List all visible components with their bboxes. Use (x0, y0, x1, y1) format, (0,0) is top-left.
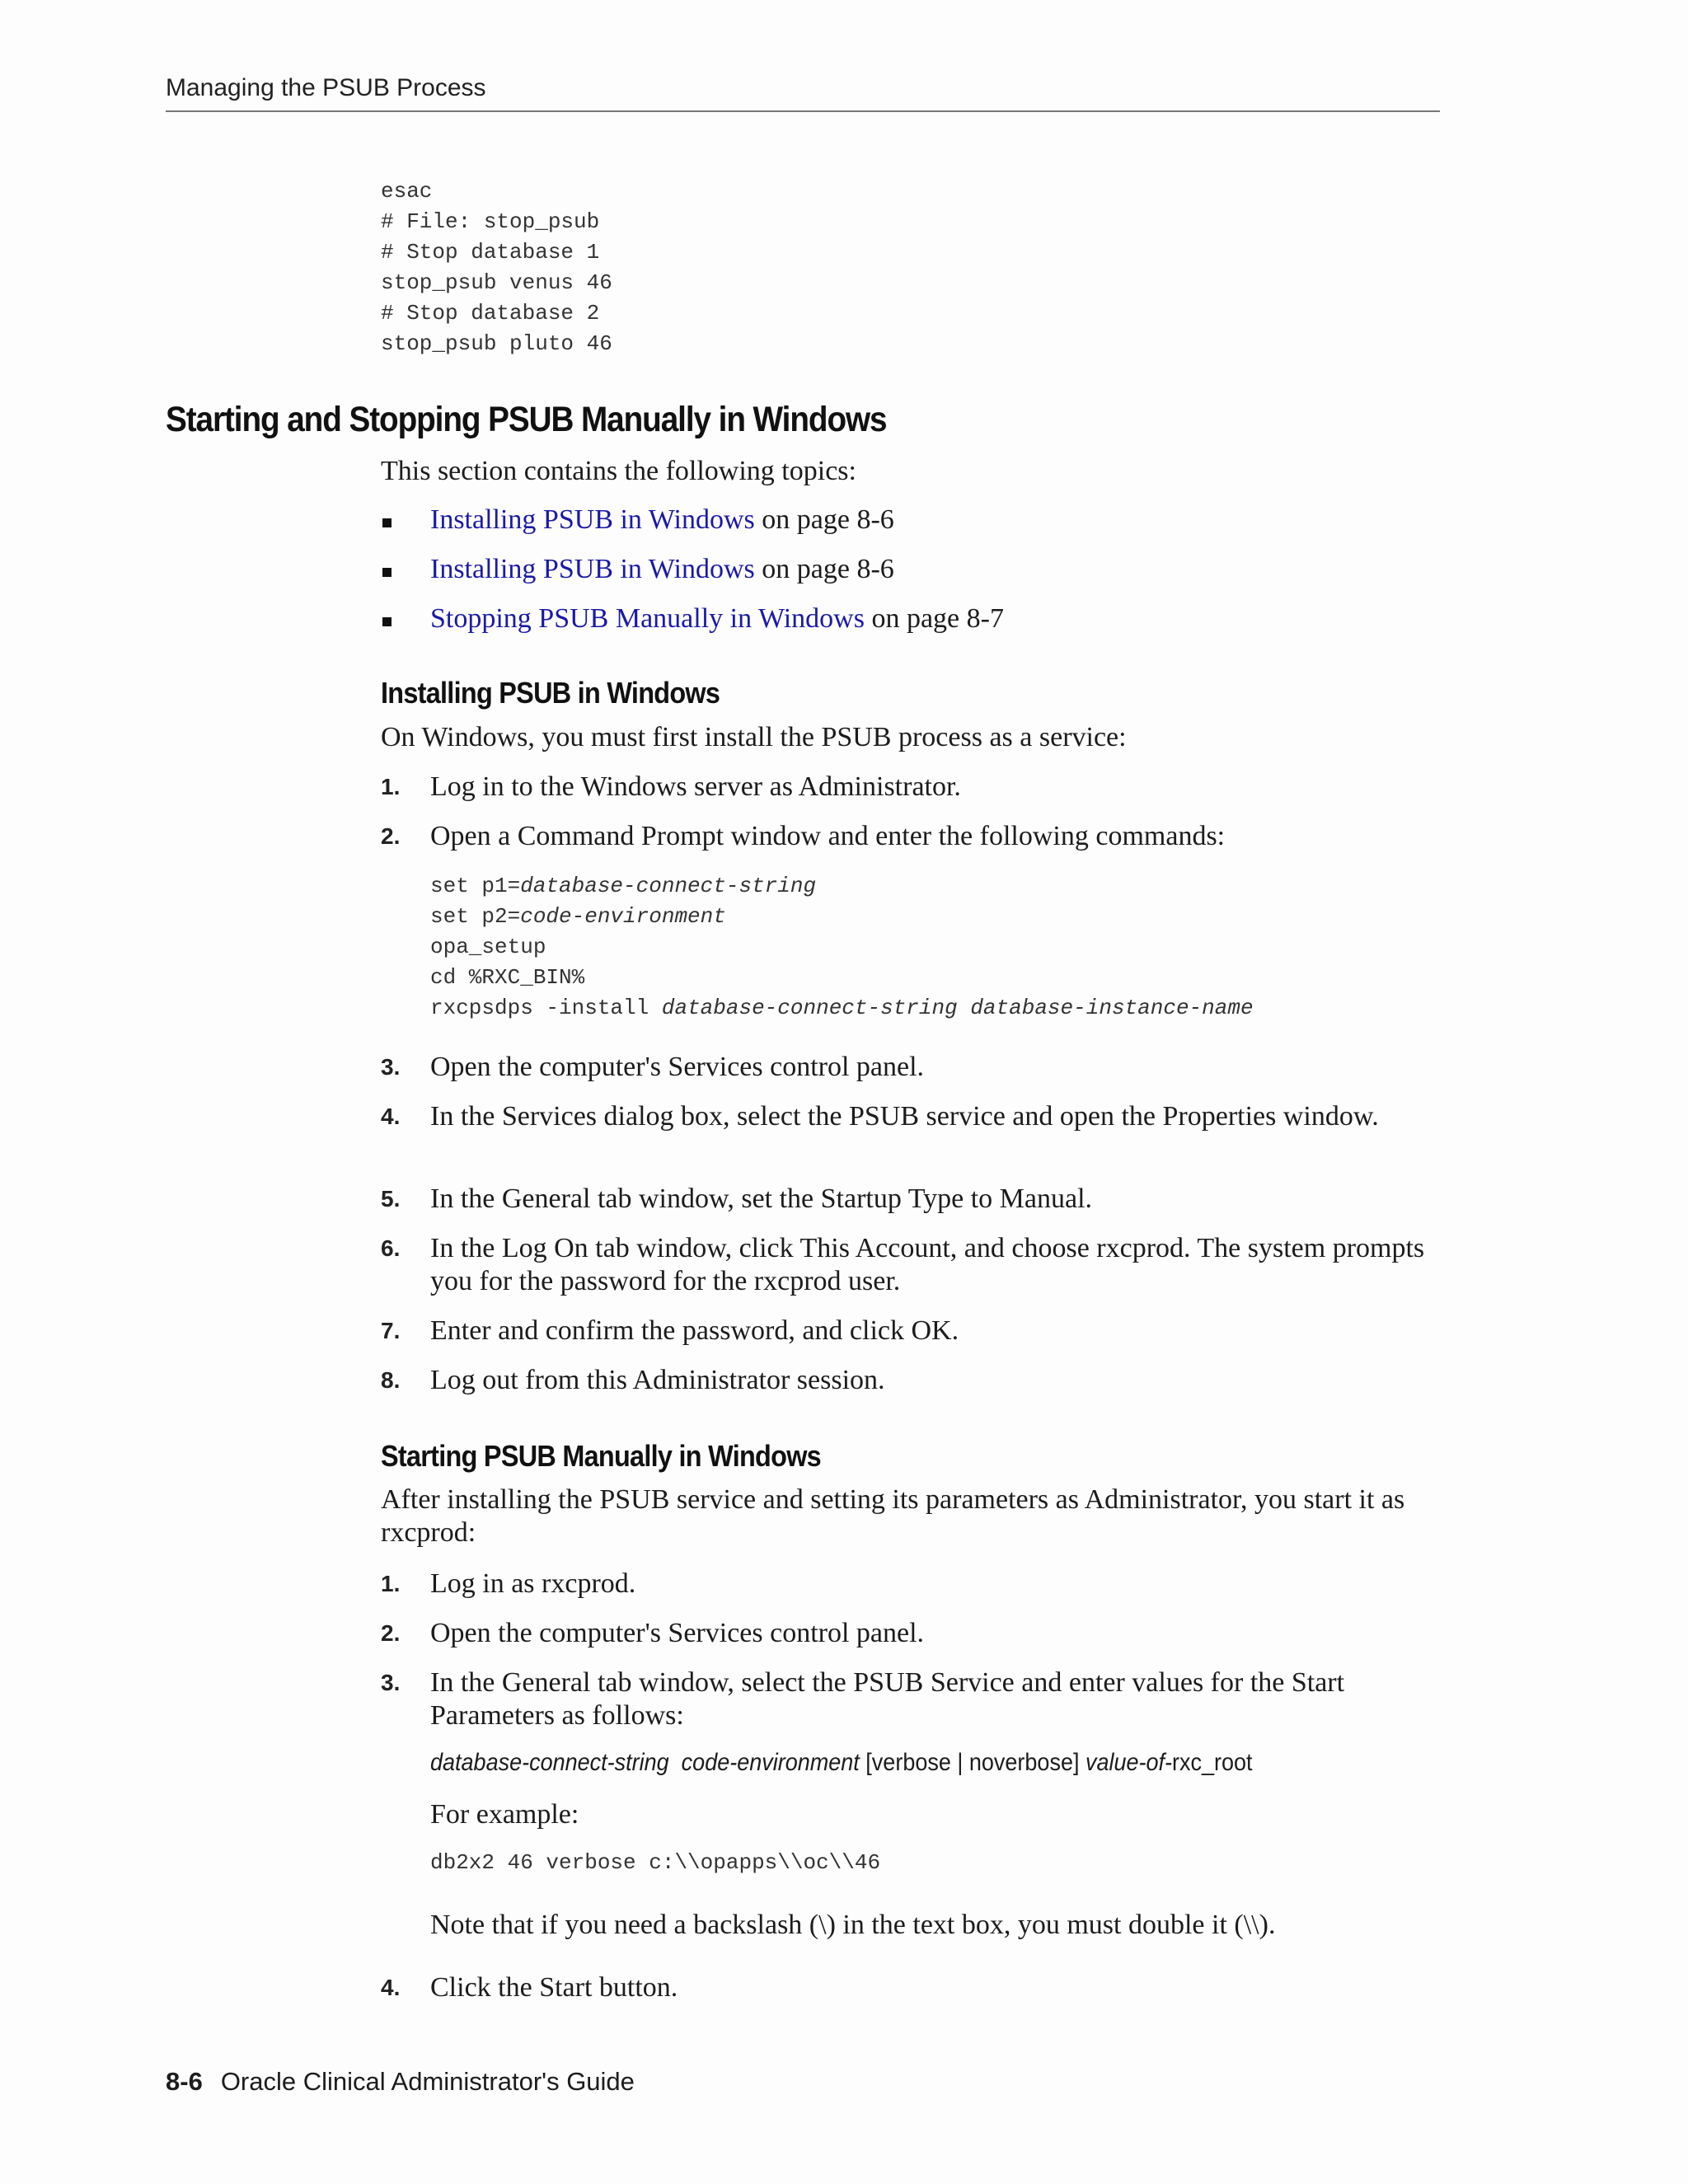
step-text: Log out from this Administrator session. (430, 1365, 885, 1395)
page-footer (166, 2067, 635, 2097)
topic-page-ref: on page 8-6 (754, 554, 894, 584)
code-line: set p1=database-connect-string (430, 874, 817, 898)
step-text: In the Log On tab window, click This Account, and choose rxcprod. The system prompts you for the password for the rxcprod user. (430, 1233, 1425, 1296)
bullet-icon (382, 617, 392, 626)
step-number: 8. (381, 1367, 401, 1393)
step-text: Log in as rxcprod. (430, 1568, 636, 1599)
step-text: Enter and confirm the password, and click OK. (430, 1315, 959, 1346)
step-text: Open a Command Prompt window and enter the following commands: (430, 821, 1226, 851)
step-number: 1. (381, 774, 401, 799)
step-text: Open the computer's Services control panel. (430, 1618, 925, 1648)
param-value-of: value-of- (1085, 1749, 1173, 1776)
code-line: # File: stop_psub (381, 209, 600, 234)
param-code-environment: code-environment (681, 1749, 860, 1776)
code-line: # Stop database 2 (381, 301, 600, 326)
code-line: db2x2 46 verbose c:\\opapps\\oc\\46 (430, 1850, 881, 1875)
param-connect-string: database-connect-string (430, 1749, 669, 1776)
running-header (166, 74, 1440, 112)
topic-link-installing[interactable]: Installing PSUB in Windows (430, 554, 755, 584)
section-title: Starting and Stopping PSUB Manually in Windows (166, 400, 887, 439)
running-title: Managing the PSUB Process (166, 74, 486, 101)
step-number: 2. (381, 1620, 401, 1646)
code-line: set p2=code-environment (430, 904, 726, 929)
step-text: In the General tab window, set the Startup Type to Manual. (430, 1183, 1093, 1214)
code-line: opa_setup (430, 935, 546, 959)
book-title: Oracle Clinical Administrator's Guide (220, 2067, 635, 2096)
code-line: stop_psub venus 46 (381, 270, 612, 295)
step-number: 7. (381, 1318, 401, 1343)
code-line: # Stop database 1 (381, 240, 600, 265)
step-number: 6. (381, 1235, 401, 1261)
step-number: 4. (381, 1975, 401, 2000)
topic-page-ref: on page 8-7 (864, 603, 1004, 634)
code-line: stop_psub pluto 46 (381, 331, 612, 356)
install-heading: Installing PSUB in Windows (381, 676, 720, 710)
step-number: 4. (381, 1104, 401, 1129)
topic-page-ref: on page 8-6 (754, 504, 894, 535)
step-text: Click the Start button. (430, 1972, 678, 2003)
backslash-note: Note that if you need a backslash (\) in the text box, you must double it (\\). (430, 1910, 1276, 1940)
start-intro: After installing the PSUB service and setting its parameters as Administrator, you start it as rxcprod: (381, 1484, 1405, 1548)
section-intro: This section contains the following topics: (381, 456, 856, 486)
code-line: rxcpsdps -install database-connect-string database-instance-name (430, 996, 1254, 1020)
step-text: Log in to the Windows server as Administrator. (430, 771, 961, 802)
install-commands-block (430, 871, 1254, 1024)
code-line: cd %RXC_BIN% (430, 965, 585, 990)
start-parameters (430, 1749, 1253, 1777)
step-number: 3. (381, 1670, 401, 1695)
step-number: 1. (381, 1571, 401, 1596)
code-line: esac (381, 179, 433, 204)
step-number: 2. (381, 823, 401, 849)
step-number: 5. (381, 1186, 401, 1212)
bullet-icon (382, 568, 392, 577)
page-number: 8-6 (166, 2067, 203, 2096)
step-text: In the Services dialog box, select the PSUB service and open the Properties window. (430, 1101, 1379, 1132)
param-verbose-options: [verbose | noverbose] (859, 1749, 1085, 1776)
install-intro: On Windows, you must first install the PSUB process as a service: (381, 722, 1127, 752)
topic-link-installing[interactable]: Installing PSUB in Windows (430, 504, 755, 535)
example-label: For example: (430, 1799, 579, 1830)
bullet-icon (382, 518, 392, 527)
step-number: 3. (381, 1054, 401, 1080)
step-text: In the General tab window, select the PSUB Service and enter values for the Start Parameters as follows: (430, 1667, 1345, 1731)
step-text: Open the computer's Services control panel. (430, 1052, 925, 1082)
start-heading: Starting PSUB Manually in Windows (381, 1439, 821, 1473)
param-rxc-root: rxc_root (1172, 1749, 1253, 1776)
topic-link-stopping[interactable]: Stopping PSUB Manually in Windows (430, 603, 865, 634)
example-code (430, 1848, 880, 1878)
stop-psub-code-block (381, 176, 612, 359)
